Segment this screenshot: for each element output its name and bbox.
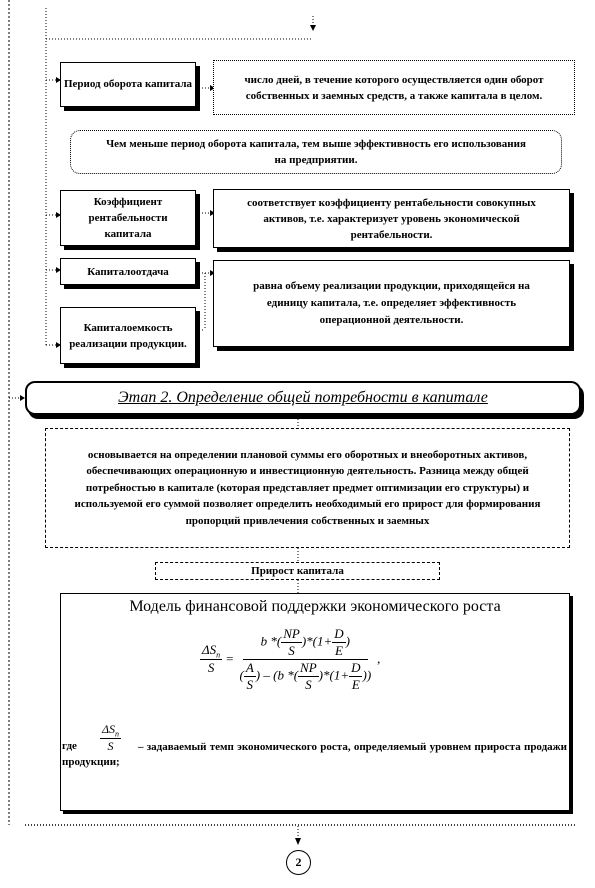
capital-intensity-label-box: [60, 307, 196, 364]
profitability-label-box: [60, 190, 196, 246]
period-description-box: [213, 60, 575, 115]
stage2-description: основывается на определении плановой суммы его оборотных и внеоборотных активов, обеспечивающих операционную и инвестиционную деятельность. Разница между общей потребностью в капитале (которая представляет предмет оптимизации его структуры) и используемой его суммой позволяет определить необходимый его прирост для формирования пропорций привлечения собственных и заемных: [74, 448, 541, 527]
formula-lhs: $\frac{\Delta S_п}{S}$: [202, 641, 221, 676]
capital-intensity-label: Капиталоемкость реализации продукции.: [69, 321, 187, 350]
profitability-label: Коэффициент рентабельности капитала: [88, 196, 168, 240]
capital-productivity-description-box: [213, 260, 570, 347]
growth-formula: $\frac{\Delta S_п}{S}$ = b *( $\frac{NP}{S}$ )*(1+ $\frac{D}{E}$ ) ( $\frac{A}{S}$ ) – (b *( $\frac{NP}{S}$ )*(1+ $\frac{D}{E}$ )) ,: [202, 625, 381, 692]
profitability-description: соответствует коэффициенту рентабельности совокупных активов, т.е. характеризует уровень экономической рентабельности.: [247, 196, 536, 241]
period-label-box: [60, 62, 196, 107]
note-text: Чем меньше период оборота капитала, тем выше эффективность его использования на предприятии.: [106, 138, 526, 166]
stage2-prefix: Этап 2: [118, 389, 169, 406]
stage2-title: [118, 389, 488, 407]
page-number: 2: [295, 855, 302, 869]
stage2-title-rest: . Определение общей потребности в капитале: [168, 389, 488, 406]
where-description: – задаваемый темп экономического роста, определяемый уровнем прироста продажи продукции;: [62, 741, 567, 768]
page-number-badge: [286, 850, 311, 875]
stage2-description-box: [45, 428, 570, 548]
capital-productivity-label: Капиталоотдача: [87, 265, 169, 278]
formula-rhs: b *( $\frac{NP}{S}$ )*(1+ $\frac{D}{E}$ ) ( $\frac{A}{S}$ ) – (b *( $\frac{NP}{S}$ )*(1+ $\frac{D}{E}$ )): [239, 625, 372, 692]
stage2-banner: [25, 381, 581, 415]
where-fraction: $\frac{\Delta S_п}{S}$: [102, 722, 120, 754]
capital-growth-label: Прирост капитала: [251, 565, 344, 577]
period-description: число дней, в течение которого осуществляется один оборот собственных и заемных средств, а также капитала в целом.: [244, 73, 544, 102]
note-box: [70, 130, 562, 174]
capital-productivity-label-box: [60, 258, 196, 285]
where-word: где: [62, 740, 77, 752]
capital-productivity-description: равна объему реализации продукции, приходящейся на единицу капитала, т.е. определяет эффективность операционной деятельности.: [253, 280, 530, 326]
model-title: Модель финансовой поддержки экономического роста: [129, 598, 501, 615]
capital-growth-box: [155, 562, 440, 580]
period-label: Период оборота капитала: [63, 78, 192, 90]
profitability-description-box: [213, 189, 570, 248]
